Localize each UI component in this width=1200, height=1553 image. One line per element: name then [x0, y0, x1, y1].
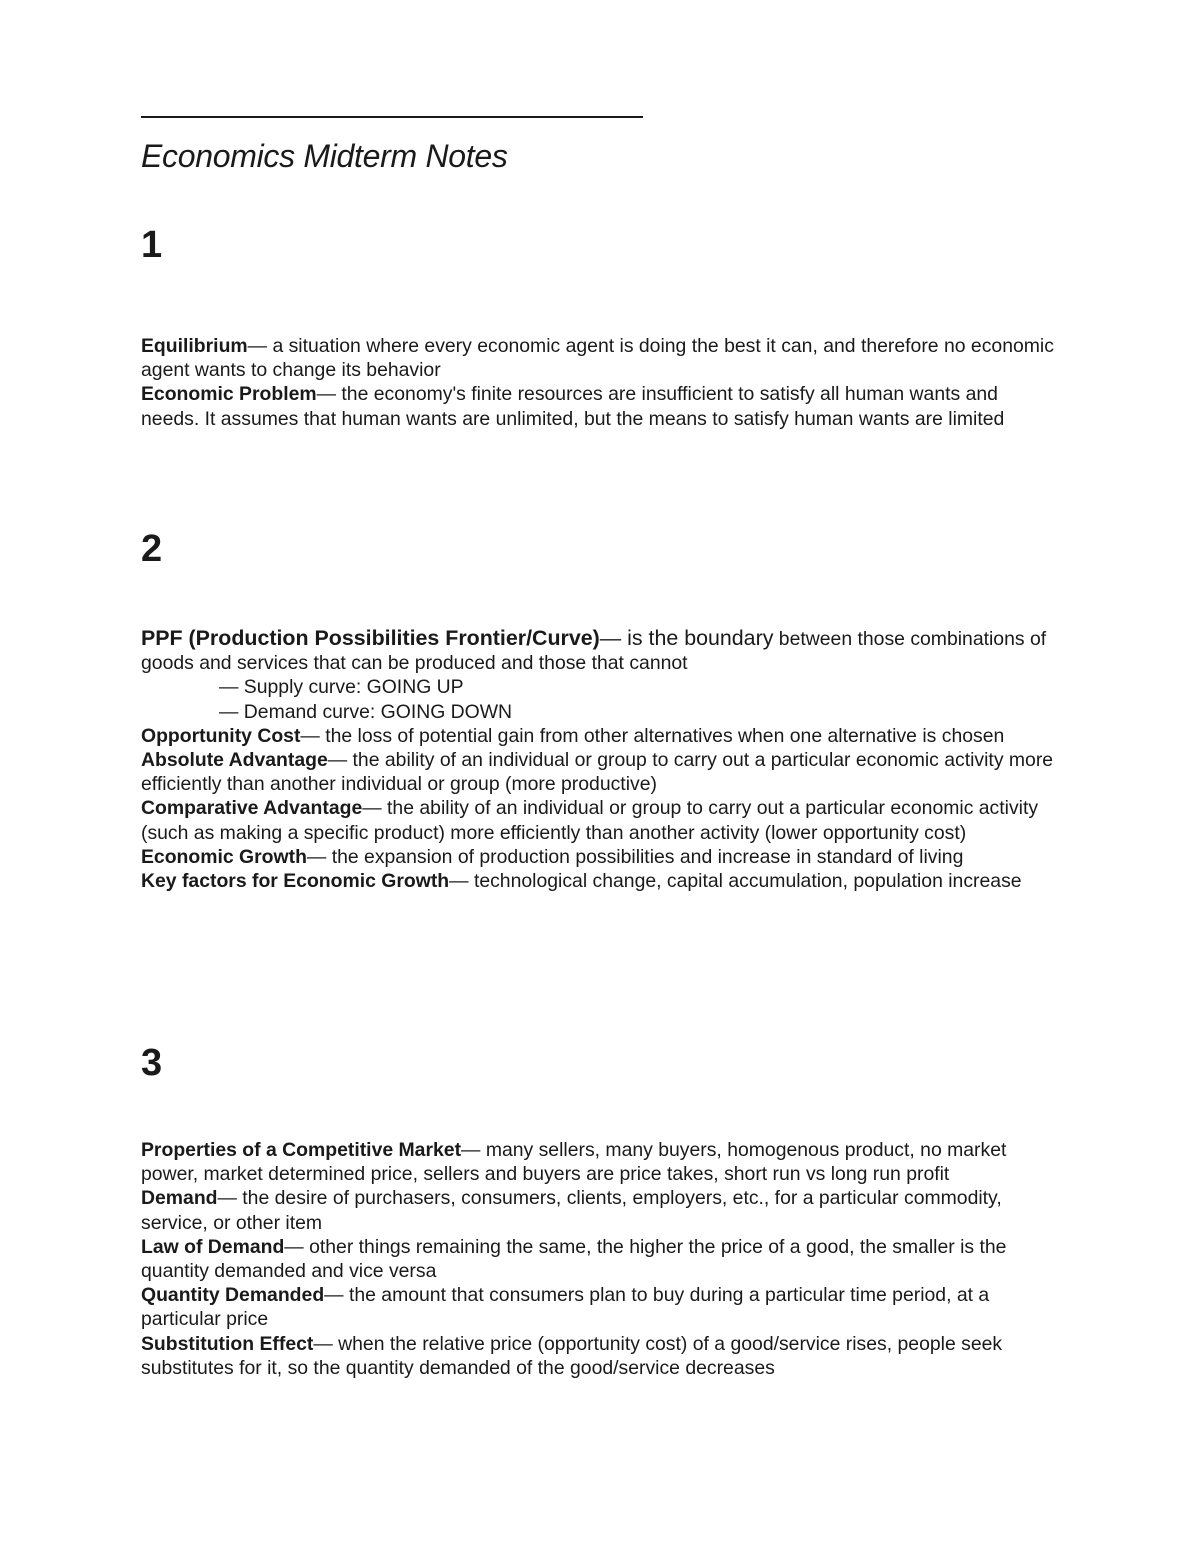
term-separator: —	[362, 797, 388, 820]
list-item: — Supply curve: GOING UP	[219, 676, 464, 699]
term-separator: —	[306, 845, 332, 868]
definition-term: Opportunity Cost	[141, 724, 301, 747]
definition-term: Demand	[141, 1187, 218, 1210]
definition-entry	[141, 1186, 1061, 1234]
document-title: Economics Midterm Notes	[141, 138, 508, 174]
curve-notes-list	[141, 675, 1061, 723]
definition-term: Substitution Effect	[141, 1332, 314, 1355]
definition-entry	[141, 748, 1061, 796]
definition-term: Economic Growth	[141, 845, 307, 868]
term-separator: —	[300, 724, 326, 747]
definition-text: between those combinations of goods and services that can be produced and those that cannot	[141, 628, 1047, 675]
title-rule	[141, 116, 643, 118]
definition-text: technological change, capital accumulation, population increase	[473, 870, 1022, 893]
section-number: 1	[141, 224, 163, 266]
section-3-entries	[141, 1138, 1061, 1380]
definition-term: Equilibrium	[141, 335, 248, 357]
definition-term: Properties of a Competitive Market	[141, 1139, 462, 1161]
term-separator: —	[247, 335, 273, 357]
term-separator: —	[316, 383, 342, 406]
definition-entry	[141, 382, 1061, 430]
list-item: — Demand curve: GOING DOWN	[219, 700, 513, 723]
definition-entry	[141, 869, 1061, 893]
term-separator: —	[449, 870, 474, 893]
definition-text: other things remaining the same, the higher the price of a good, the smaller is the quantity demanded and vice versa	[141, 1235, 1007, 1283]
definition-term: Quantity Demanded	[141, 1284, 325, 1307]
definition-text: the ability of an individual or group to carry out a particular economic activity (such as making a specific product) more efficiently than another activity (lower opportunity cost)	[141, 797, 1039, 844]
section-1-entries	[141, 334, 1061, 431]
section-number: 3	[141, 1042, 163, 1084]
definition-term: Absolute Advantage	[141, 749, 328, 772]
definition-text: the ability of an individual or group to carry out a particular economic activity more efficiently than another individual or group (more productive)	[141, 749, 1054, 796]
section-number: 2	[141, 528, 163, 570]
term-separator: —	[461, 1139, 486, 1161]
definition-entry	[141, 334, 1061, 382]
term-separator: —	[217, 1187, 243, 1210]
definition-text: is the boundary	[627, 626, 774, 650]
term-separator: —	[327, 749, 353, 772]
definition-term: Comparative Advantage	[141, 797, 363, 820]
section-2-entries	[141, 626, 1061, 893]
definition-entry	[141, 1332, 1061, 1380]
definition-text: many sellers, many buyers, homogenous product, no market power, market determined price, sellers and buyers are price takes, short run vs long run profit	[141, 1139, 1007, 1186]
definition-entry	[141, 724, 1061, 748]
definition-entry	[141, 1138, 1061, 1186]
definition-text: the loss of potential gain from other alternatives when one alternative is chosen	[325, 724, 1005, 747]
definition-entry	[141, 1235, 1061, 1283]
definition-entry	[141, 1283, 1061, 1331]
definition-entry	[141, 845, 1061, 869]
definition-text: the amount that consumers plan to buy during a particular time period, at a particular price	[141, 1284, 990, 1331]
definition-text: a situation where every economic agent is doing the best it can, and therefore no economic agent wants to change its behavior	[141, 335, 1054, 382]
term-separator: —	[324, 1284, 349, 1307]
definition-term: Key factors for Economic Growth	[141, 870, 450, 893]
definition-term: PPF (Production Possibilities Frontier/Curve)	[141, 626, 600, 650]
definition-term: Economic Problem	[141, 383, 317, 406]
term-separator: —	[284, 1235, 310, 1258]
definition-text: when the relative price (opportunity cost) of a good/service rises, people seek substitutes for it, so the quantity demanded of the good/service decreases	[141, 1332, 1003, 1379]
term-separator: —	[313, 1332, 339, 1355]
definition-entry	[141, 626, 1061, 675]
definition-term: Law of Demand	[141, 1235, 285, 1258]
definition-text: the desire of purchasers, consumers, clients, employers, etc., for a particular commodity, service, or other item	[141, 1187, 1002, 1234]
term-separator: —	[599, 626, 628, 650]
definition-entry	[141, 796, 1061, 844]
definition-text: the expansion of production possibilities and increase in standard of living	[331, 845, 964, 868]
definition-text: the economy's finite resources are insufficient to satisfy all human wants and needs. It assumes that human wants are unlimited, but the means to satisfy human wants are limited	[141, 383, 1005, 430]
